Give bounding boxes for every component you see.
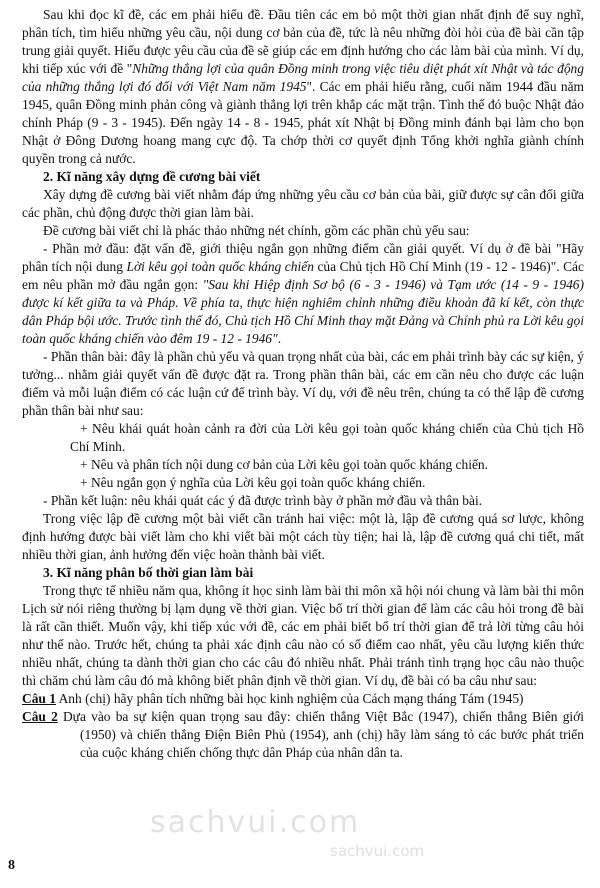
list-item: + Nêu và phân tích nội dung cơ bản của Lời kêu gọi toàn quốc kháng chiến. [80,457,489,472]
list-item: + Nêu ngắn gọn ý nghĩa của Lời kêu gọi toàn quốc kháng chiến. [80,475,426,490]
question-label: Câu 2 [22,709,58,724]
question-item: Câu 2 Dựa vào ba sự kiện quan trọng sau đây: chiến thắng Việt Bắc (1947), chiến thắng Biên giới (1950) và chiến thắng Điện Biên Phủ (1954), anh (chị) hãy làm sáng tỏ các bước phát triển của cuộc kháng chiến chống thực dân Pháp của nhân dân ta. [22,709,584,760]
page-number: 8 [8,858,15,873]
paragraph-time-allocation: Trong thực tế nhiều năm qua, không ít học sinh làm bài thi môn xã hội nói chung và làm bài thi môn Lịch sử nói riêng thường bị lạm dụng về thời gian. Việc bố trí thời gian để làm các câu hỏi trong đề bài là rất cần thiết. Muốn vậy, khi tiếp xúc với đề, các em phải biết bố trí thời gian để trả lời từng câu hỏi như thế nào. Trước hết, chúng ta phải xác định câu nào có số điểm cao nhất, yêu cầu lượng kiến thức nhiều nhất, chúng ta dành thời gian cho các câu đó nhiều nhất. Phải tránh tình trạng học câu nào thuộc thì chăm chú làm câu đó mà không biết phân định về thời gian. Ví dụ, đề bài có ba câu như sau: [22,583,584,688]
question-label: Câu 1 [22,691,56,706]
paragraph-body-part: - Phần thân bài: đây là phần chủ yếu và quan trọng nhất của bài, các em phải trình bày các sự kiện, ý tưởng... nhằm giải quyết vấn đề được đặt ra. Trong phần thân bài, các em cần nêu cho được các luận điểm và mỗi luận điểm có các luận cứ để trình bày. Ví dụ, với đề nêu trên, chúng ta có thể lập đề cương phần thân bài như sau: [22,349,584,418]
paragraph-outline-pitfalls: Trong việc lập đề cương một bài viết cần tránh hai việc: một là, lập đề cương quá sơ lược, không định hướng được bài viết làm cho khi viết bài một cách tùy tiện; hai là, lập đề cương quá chi tiết, mất nhiều thời gian, ảnh hưởng đến việc hoàn thành bài viết. [22,511,584,562]
watermark: sachvui.com [150,805,361,840]
example-topic: Những thắng lợi của quân Đồng minh trong việc tiêu diệt phát xít Nhật và tác động của những thắng lợi đó đối với Việt Nam năm 1945 [22,61,584,94]
paragraph-intro: Sau khi đọc kĩ đề, các em phải hiểu đề. Đầu tiên các em bỏ một thời gian nhất định để suy nghĩ, phân tích, tìm hiểu những yêu cầu, nội dung cơ bản của đề, tức là nêu những đòi hỏi của đề bài cần tập trung giải quyết. Hiểu được yêu cầu của đề sẽ giúp các em định hướng cho các làm bài của mình. Ví dụ, khi tiếp xúc với đề "Những thắng lợi của quân Đồng minh trong việc tiêu diệt phát xít Nhật và tác động của những thắng lợi đó đối với Việt Nam năm 1945". Các em phải hiểu rằng, cuối năm 1944 đầu năm 1945, quân Đồng minh phản công và giành thắng lợi trên khắp các mặt trận. Tình thế đó buộc Nhật đảo chính Pháp (9 - 3 - 1945). Đến ngày 14 - 8 - 1945, phát xít Nhật bị Đồng minh đánh bại làm cho bọn Nhật ở Đông Dương hoang mang cực độ. Ta chớp thời cơ quyết định Tổng khởi nghĩa giành chính quyền trong cả nước. [22,7,584,166]
paragraph-outline-parts: Đề cương bài viết chỉ là phác thảo những nét chính, gồm các phần chủ yếu sau: [43,223,470,238]
document-body [22,6,584,762]
section-heading-time: 3. Kĩ năng phân bố thời gian làm bài [43,565,254,580]
example-opening-quote: "Sau khi Hiệp định Sơ bộ (6 - 3 - 1946) và Tạm ước (14 - 9 - 1946) được kí kết giữa ta và Pháp. Về phía ta, thực hiện nghiêm chỉnh những điều khoản đã kí kết, còn thực dân Pháp bội ước. Trước tình thế đó, Chủ tịch Hồ Chí Minh thay mặt Đảng và Chính phủ ra Lời kêu gọi toàn quốc kháng chiến vào đêm 19 - 12 - 1946" [22,277,584,346]
question-item: Câu 1 Anh (chị) hãy phân tích những bài học kinh nghiệm của Cách mạng tháng Tám (1945) [22,691,524,706]
list-item: + Nêu khái quát hoàn cảnh ra đời của Lời kêu gọi toàn quốc kháng chiến của Chủ tịch Hồ Chí Minh. [70,421,584,454]
paragraph-opening-part: - Phần mở đầu: đặt vấn đề, giới thiệu ngắn gọn những điểm cần giải quyết. Ví dụ ở đề bài "Hãy phân tích nội dung Lời kêu gọi toàn quốc kháng chiến của Chủ tịch Hồ Chí Minh (19 - 12 - 1946)". Các em nêu phần mở đầu ngắn gọn: "Sau khi Hiệp định Sơ bộ (6 - 3 - 1946) và Tạm ước (14 - 9 - 1946) được kí kết giữa ta và Pháp. Về phía ta, thực hiện nghiêm chỉnh những điều khoản đã kí kết, còn thực dân Pháp bội ước. Trước tình thế đó, Chủ tịch Hồ Chí Minh thay mặt Đảng và Chính phủ ra Lời kêu gọi toàn quốc kháng chiến vào đêm 19 - 12 - 1946". [22,241,584,346]
section-heading-outline: 2. Kĩ năng xây dựng đề cương bài viết [43,169,261,184]
watermark-small: sachvui.com [330,842,425,860]
paragraph-outline-purpose: Xây dựng đề cương bài viết nhằm đáp ứng những yêu cầu cơ bản của bài, giữ được sự cân đối giữa các phần, chủ động được thời gian làm bài. [22,187,584,220]
paragraph-conclusion-part: - Phần kết luận: nêu khái quát các ý đã được trình bày ở phần mở đầu và thân bài. [43,493,483,508]
